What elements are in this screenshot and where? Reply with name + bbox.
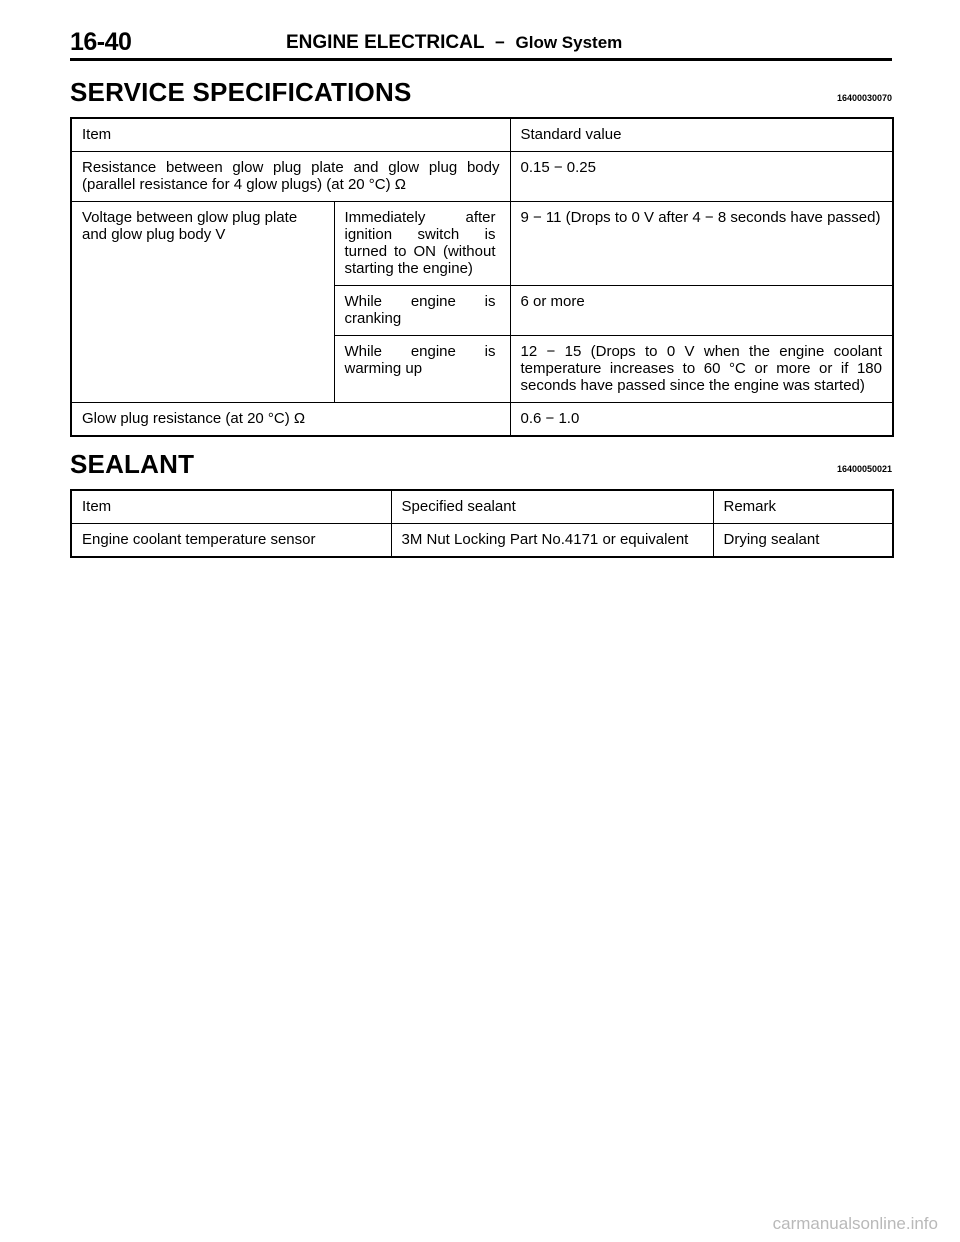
page-header <box>70 28 892 62</box>
header-rule <box>70 58 892 61</box>
service-specifications-code: 16400030070 <box>836 93 892 103</box>
column-header-specified-sealant: Specified sealant <box>391 490 713 524</box>
condition-immediately: Immediately after ignition switch is turned to ON (without starting the engine) <box>334 202 510 286</box>
header-title <box>286 32 622 54</box>
header-separator: − <box>495 33 505 52</box>
column-header-standard-value: Standard value <box>510 118 893 152</box>
row-resistance-item: Resistance between glow plug plate and glow plug body (parallel resistance for 4 glow plugs) (at 20 °C) Ω <box>71 152 510 202</box>
sealant-code: 16400050021 <box>836 464 892 474</box>
sealant-remark: Drying sealant <box>713 524 893 558</box>
service-specifications-title: SERVICE SPECIFICATIONS <box>70 77 412 107</box>
sealant-table <box>70 489 894 558</box>
column-header-remark: Remark <box>713 490 893 524</box>
header-title-main: ENGINE ELECTRICAL <box>286 32 485 53</box>
sealant-title: SEALANT <box>70 449 195 479</box>
sealant-item: Engine coolant temperature sensor <box>71 524 391 558</box>
table-header-row <box>71 490 893 524</box>
condition-cranking: While engine is cranking <box>334 286 510 336</box>
table-row <box>71 524 893 558</box>
column-header-item: Item <box>71 490 391 524</box>
row-plug-resistance-value: 0.6 − 1.0 <box>510 403 893 437</box>
watermark: carmanualsonline.info <box>772 1214 938 1233</box>
table-header-row <box>71 118 893 152</box>
page-number: 16-40 <box>70 28 132 56</box>
table-row <box>71 202 893 286</box>
header-subtitle: Glow System <box>515 33 623 52</box>
value-warming-up: 12 − 15 (Drops to 0 V when the engine coolant temperature increases to 60 °C or more or if 180 seconds have passed since the engine was started) <box>510 336 893 403</box>
service-specifications-table <box>70 117 894 437</box>
table-row <box>71 152 893 202</box>
row-resistance-value: 0.15 − 0.25 <box>510 152 893 202</box>
sealant-specified: 3M Nut Locking Part No.4171 or equivalent <box>391 524 713 558</box>
value-cranking: 6 or more <box>510 286 893 336</box>
value-immediately: 9 − 11 (Drops to 0 V after 4 − 8 seconds have passed) <box>510 202 893 286</box>
row-voltage-item: Voltage between glow plug plate and glow plug body V <box>71 202 334 403</box>
condition-warming-up: While engine is warming up <box>334 336 510 403</box>
column-header-item: Item <box>71 118 510 152</box>
row-plug-resistance-item: Glow plug resistance (at 20 °C) Ω <box>71 403 510 437</box>
table-row <box>71 403 893 437</box>
